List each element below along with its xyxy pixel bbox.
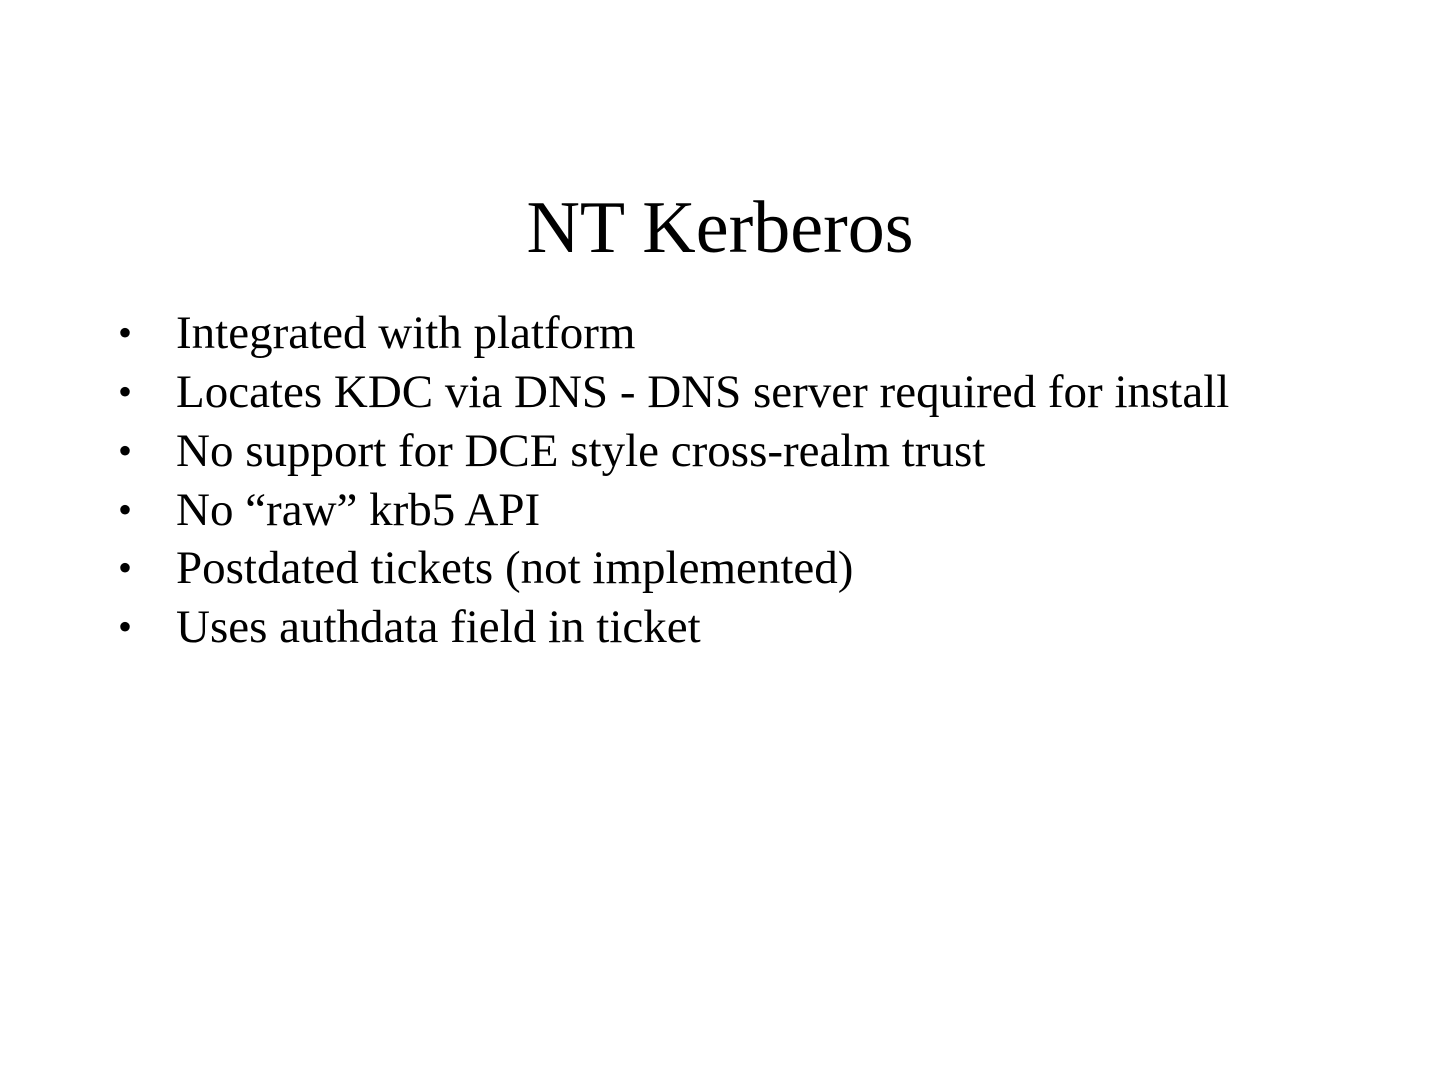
list-item bbox=[118, 423, 1348, 480]
list-item bbox=[118, 599, 1348, 656]
bullet-icon: • bbox=[118, 486, 133, 532]
page-title: NT Kerberos bbox=[526, 186, 914, 269]
bullet-list bbox=[118, 305, 1348, 658]
list-item-label: Locates KDC via DNS - DNS server required for install bbox=[176, 365, 1230, 418]
list-item bbox=[118, 540, 1348, 597]
list-item-label: Postdated tickets (not implemented) bbox=[176, 542, 854, 595]
list-item-label: Integrated with platform bbox=[176, 307, 636, 359]
list-item-label: Uses authdata field in ticket bbox=[176, 601, 701, 654]
bullet-icon: • bbox=[118, 427, 133, 473]
bullet-icon: • bbox=[118, 604, 133, 650]
bullet-icon: • bbox=[118, 368, 133, 414]
bullet-icon: • bbox=[118, 310, 133, 355]
list-item bbox=[118, 305, 1348, 362]
list-item-label: No support for DCE style cross-realm trust bbox=[176, 424, 986, 477]
list-item-label: No “raw” krb5 API bbox=[176, 483, 541, 536]
bullet-icon: • bbox=[118, 545, 133, 591]
list-item bbox=[118, 482, 1348, 539]
list-item bbox=[118, 364, 1348, 421]
